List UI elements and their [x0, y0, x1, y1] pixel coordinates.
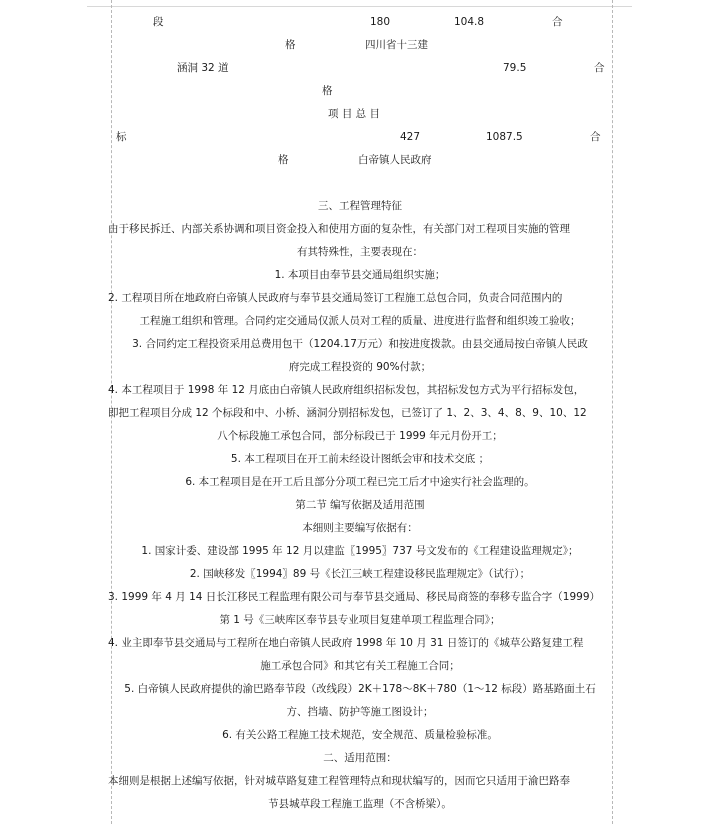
- list-item: 4. 本工程项目于 1998 年 12 月底由白帝镇人民政府组织招标发包，其招标发包方式为平行招标发包，: [108, 384, 585, 396]
- table-cell: 格: [285, 39, 296, 51]
- top-rule: [87, 6, 632, 7]
- table-cell: 格: [322, 85, 333, 97]
- list-item: 4. 业主即奉节县交通局与工程所在地白帝镇人民政府 1998 年 10 月 31 日签订的《城草公路复建工程: [108, 637, 584, 649]
- list-item-continuation: 八个标段施工承包合同，部分标段已于 1999 年元月份开工；: [217, 430, 503, 442]
- table-cell: 格: [278, 154, 289, 166]
- table-cell: 白帝镇人民政府: [358, 154, 432, 166]
- list-item: 2. 国峡移发〖1994〗89 号《长江三峡工程建设移民监理规定》（试行）；: [189, 568, 531, 580]
- table-cell: 段: [153, 16, 164, 28]
- list-item: 6. 有关公路工程施工技术规范，安全规范、质量检验标准。: [222, 729, 498, 741]
- paragraph-line: 本细则主要编写依据有：: [302, 522, 418, 534]
- subsection-heading: 二、适用范围：: [323, 752, 397, 764]
- paragraph-line: 节县城草段工程施工监理（不含桥梁）。: [268, 798, 452, 810]
- list-item-continuation: 工程施工组织和管理。合同约定交通局仅派人员对工程的质量、进度进行监督和组织竣工验收；: [139, 315, 581, 327]
- list-item: 5. 白帝镇人民政府提供的渝巴路奉节段（改线段）2K＋178～8K＋780（1～12 标段）路基路面土石: [124, 683, 596, 695]
- list-item: 6. 本工程项目是在开工后且部分分项工程已完工后才中途实行社会监理的。: [185, 476, 535, 488]
- paragraph-line: 本细则是根据上述编写依据，针对城草路复建工程管理特点和现状编写的，因而它只适用于渝巴路奉: [108, 775, 570, 787]
- list-item-continuation: 即把工程项目分成 12 个标段和中、小桥、涵洞分别招标发包，已签订了 1、2、3、4、8、9、10、12: [108, 407, 587, 419]
- section-heading: 三、工程管理特征: [318, 200, 402, 212]
- list-item: 2. 工程项目所在地政府白帝镇人民政府与奉节县交通局签订工程施工总包合同，负责合同范围内的: [108, 292, 563, 304]
- list-item: 1. 本项目由奉节县交通局组织实施；: [274, 269, 446, 281]
- list-item-continuation: 府完成工程投资的 90%付款；: [288, 361, 432, 373]
- list-item: 5. 本工程项目在开工前未经设计图纸会审和技术交底 ；: [230, 453, 490, 465]
- list-item-continuation: 施工承包合同》和其它有关工程施工合同；: [260, 660, 460, 672]
- table-cell: 427: [400, 131, 421, 143]
- table-cell: 180: [370, 16, 391, 28]
- paragraph-line: 有其特殊性，主要表现在：: [297, 246, 423, 258]
- list-item: 3. 合同约定工程投资采用总费用包干（1204.17万元）和按进度拨款。由县交通局按白帝镇人民政: [132, 338, 588, 350]
- table-cell: 104.8: [454, 16, 485, 28]
- table-cell: 79.5: [503, 62, 527, 74]
- table-cell: 项 目 总 目: [328, 108, 381, 120]
- list-item: 1. 国家计委、建设部 1995 年 12 月以建监〖1995〗737 号文发布的《工程建设监理规定》；: [141, 545, 579, 557]
- right-margin-line: [612, 0, 613, 824]
- table-cell: 标: [116, 131, 127, 143]
- section-heading: 第二节 编写依据及适用范围: [295, 499, 425, 511]
- paragraph-line: 由于移民拆迁、内部关系协调和项目资金投入和使用方面的复杂性，有关部门对工程项目实施的管理: [108, 223, 570, 235]
- table-cell: 合: [594, 62, 605, 74]
- table-cell: 1087.5: [486, 131, 523, 143]
- table-cell: 涵洞 32 道: [177, 62, 229, 74]
- table-cell: 四川省十三建: [365, 39, 428, 51]
- table-cell: 合: [552, 16, 563, 28]
- list-item-continuation: 第 1 号《三峡库区奉节县专业项目复建单项工程监理合同》；: [219, 614, 501, 626]
- list-item: 3. 1999 年 4 月 14 日长江移民工程监理有限公司与奉节县交通局、移民局商签的奉移专监合字（1999）: [108, 591, 601, 603]
- list-item-continuation: 方、挡墙、防护等施工图设计；: [286, 706, 434, 718]
- table-cell: 合: [590, 131, 601, 143]
